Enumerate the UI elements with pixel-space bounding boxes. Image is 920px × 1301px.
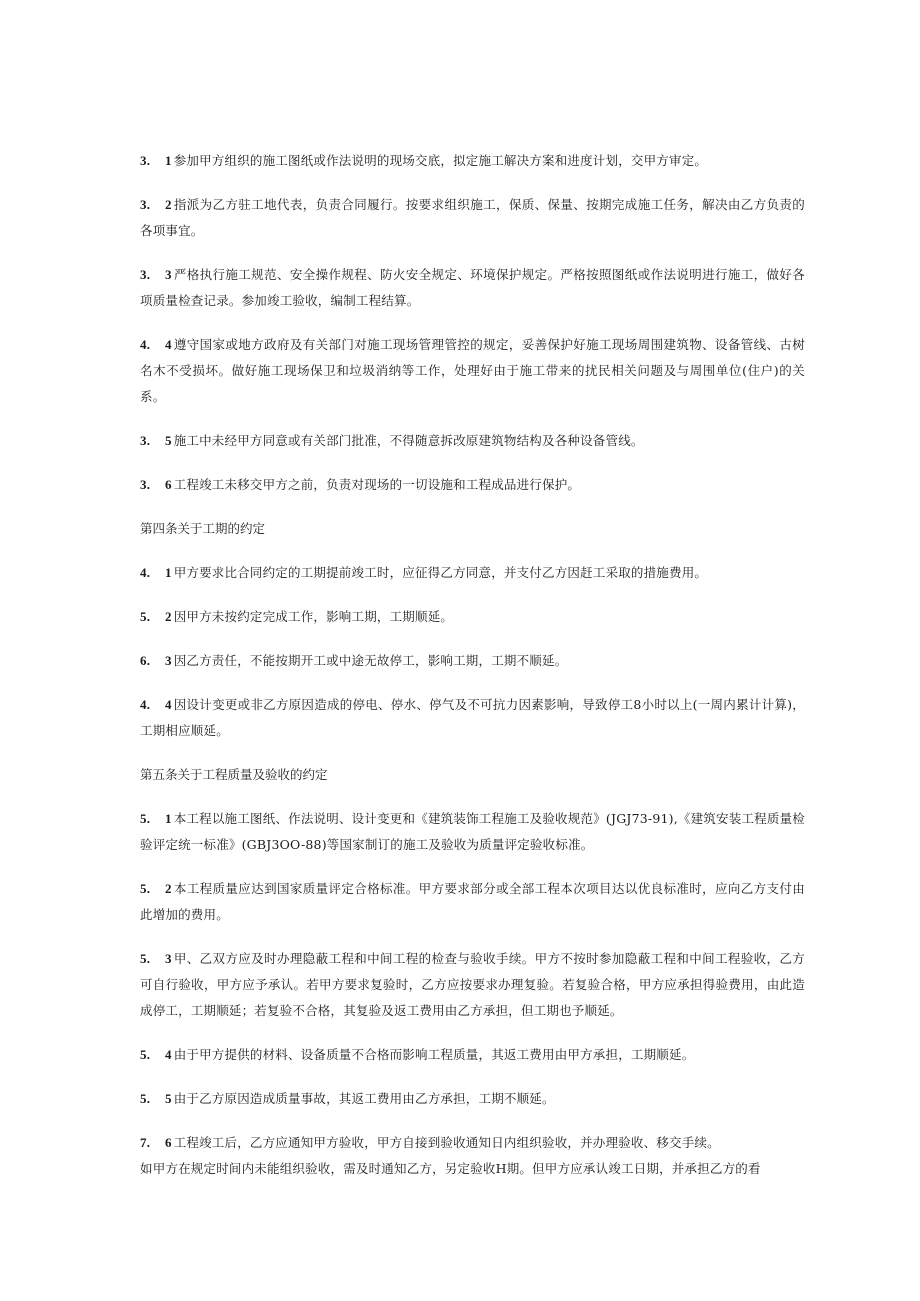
clause-text: 本工程质量应达到国家质量评定合格标准。甲方要求部分或全部工程本次项目达以优良标准时，应向乙方支付由此增加的费用。: [140, 881, 805, 922]
clause-number: 5.: [140, 1091, 151, 1106]
clause-3-4: [140, 332, 805, 410]
clause-subnumber: 4: [165, 1047, 172, 1062]
clause-subnumber: 6: [165, 1135, 172, 1150]
clause-5-2: [140, 876, 805, 928]
clause-4-1: [140, 560, 805, 586]
document-body: [140, 148, 805, 1182]
clause-3-5: [140, 428, 805, 454]
clause-3-6: [140, 472, 805, 498]
clause-text: 由于乙方原因造成质量事故，其返工费用由乙方承担，工期不顺延。: [173, 1091, 555, 1106]
clause-subnumber: 6: [165, 477, 172, 492]
clause-5-4: [140, 1042, 805, 1068]
clause-text: 甲方要求比合同约定的工期提前竣工时，应征得乙方同意，并支付乙方因赶工采取的措施费用。: [173, 565, 708, 580]
clause-5-3: [140, 946, 805, 1024]
clause-text: 本工程以施工图纸、作法说明、设计变更和《建筑装饰工程施工及验收规范》(JGJ73-91),《建筑安装工程质量检验评定统一标准》(GBJ3OO-88)等国家制订的施工及验收为质量评定验收标准。: [140, 811, 805, 852]
clause-number: 3.: [140, 477, 151, 492]
clause-text: 由于甲方提供的材料、设备质量不合格而影响工程质量，其返工费用由甲方承担，工期顺延。: [173, 1047, 695, 1062]
clause-text: 严格执行施工规范、安全操作规程、防火安全规定、环境保护规定。严格按照图纸或作法说明进行施工，做好各项质量检查记录。参加竣工验收，编制工程结算。: [140, 267, 805, 308]
clause-text: 因设计变更或非乙方原因造成的停电、停水、停气及不可抗力因素影响，导致停工8小时以上(一周内累计计算)，工期相应顺延。: [140, 697, 805, 738]
clause-text: 因乙方责任，不能按期开工或中途无故停工，影响工期，工期不顺延。: [173, 653, 568, 668]
clause-text: 施工中未经甲方同意或有关部门批准，不得随意拆改原建筑物结构及各种设备管线。: [173, 433, 644, 448]
section-heading-article-5: 第五条关于工程质量及验收的约定: [140, 767, 328, 782]
clause-subnumber: 2: [165, 197, 172, 212]
clause-text: 指派为乙方驻工地代表，负责合同履行。按要求组织施工，保质、保量、按期完成施工任务，解决由乙方负责的各项事宜。: [140, 197, 805, 238]
clause-number: 3.: [140, 197, 151, 212]
clause-number: 4.: [140, 565, 151, 580]
clause-number: 5.: [140, 881, 151, 896]
clause-5-5: [140, 1086, 805, 1112]
clause-subnumber: 5: [165, 1091, 172, 1106]
clause-5-6: [140, 1130, 805, 1156]
clause-number: 4.: [140, 697, 151, 712]
clause-number: 5.: [140, 811, 151, 826]
clause-text: 参加甲方组织的施工图纸或作法说明的现场交底，拟定施工解决方案和进度计划，交甲方审定。: [173, 153, 708, 168]
clause-subnumber: 5: [165, 433, 172, 448]
clause-subnumber: 2: [165, 609, 172, 624]
clause-subnumber: 2: [165, 881, 172, 896]
clause-subnumber: 1: [165, 811, 172, 826]
clause-subnumber: 1: [165, 153, 172, 168]
clause-text: 甲、乙双方应及时办理隐蔽工程和中间工程的检查与验收手续。甲方不按时参加隐蔽工程和中间工程验收，乙方可自行验收，甲方应予承认。若甲方要求复验时，乙方应按要求办理复验。若复验合格，甲方应承担得验费用，由此造成停工，工期顺延；若复验不合格，其复验及返工费用由乙方承担，但工期也予顺延。: [140, 951, 805, 1018]
clause-subnumber: 3: [165, 951, 172, 966]
clause-number: 7.: [140, 1135, 151, 1150]
clause-number: 5.: [140, 609, 151, 624]
clause-number: 3.: [140, 433, 151, 448]
clause-subnumber: 4: [165, 337, 172, 352]
clause-subnumber: 1: [165, 565, 172, 580]
clause-4-4: [140, 692, 805, 744]
clause-number: 6.: [140, 653, 151, 668]
clause-number: 5.: [140, 951, 151, 966]
clause-number: 3.: [140, 153, 151, 168]
clause-number: 5.: [140, 1047, 151, 1062]
clause-3-2: [140, 192, 805, 244]
clause-5-1: [140, 806, 805, 858]
clause-subnumber: 4: [165, 697, 172, 712]
clause-text: 工程竣工未移交甲方之前，负责对现场的一切设施和工程成品进行保护。: [173, 477, 581, 492]
clause-4-3: [140, 648, 805, 674]
clause-3-1: [140, 148, 805, 174]
clause-text: 遵守国家或地方政府及有关部门对施工现场管理管控的规定，妥善保护好施工现场周围建筑物、设备管线、古树名木不受损坏。做好施工现场保卫和垃圾消纳等工作，处理好由于施工带来的扰民相关问题及与周围单位(住户)的关系。: [140, 337, 805, 404]
clause-number: 4.: [140, 337, 151, 352]
clause-4-2: [140, 604, 805, 630]
clause-number: 3.: [140, 267, 151, 282]
continuation-text: 如甲方在规定时间内未能组织验收，需及时通知乙方，另定验收H期。但甲方应承认竣工日期，并承担乙方的看: [140, 1161, 761, 1176]
clause-text: 工程竣工后，乙方应通知甲方验收，甲方自接到验收通知日内组织验收，并办理验收、移交手续。: [173, 1135, 720, 1150]
section-heading-article-4: 第四条关于工期的约定: [140, 521, 266, 536]
clause-3-3: [140, 262, 805, 314]
clause-text: 因甲方未按约定完成工作，影响工期，工期顺延。: [173, 609, 454, 624]
clause-subnumber: 3: [165, 653, 172, 668]
clause-subnumber: 3: [165, 267, 172, 282]
